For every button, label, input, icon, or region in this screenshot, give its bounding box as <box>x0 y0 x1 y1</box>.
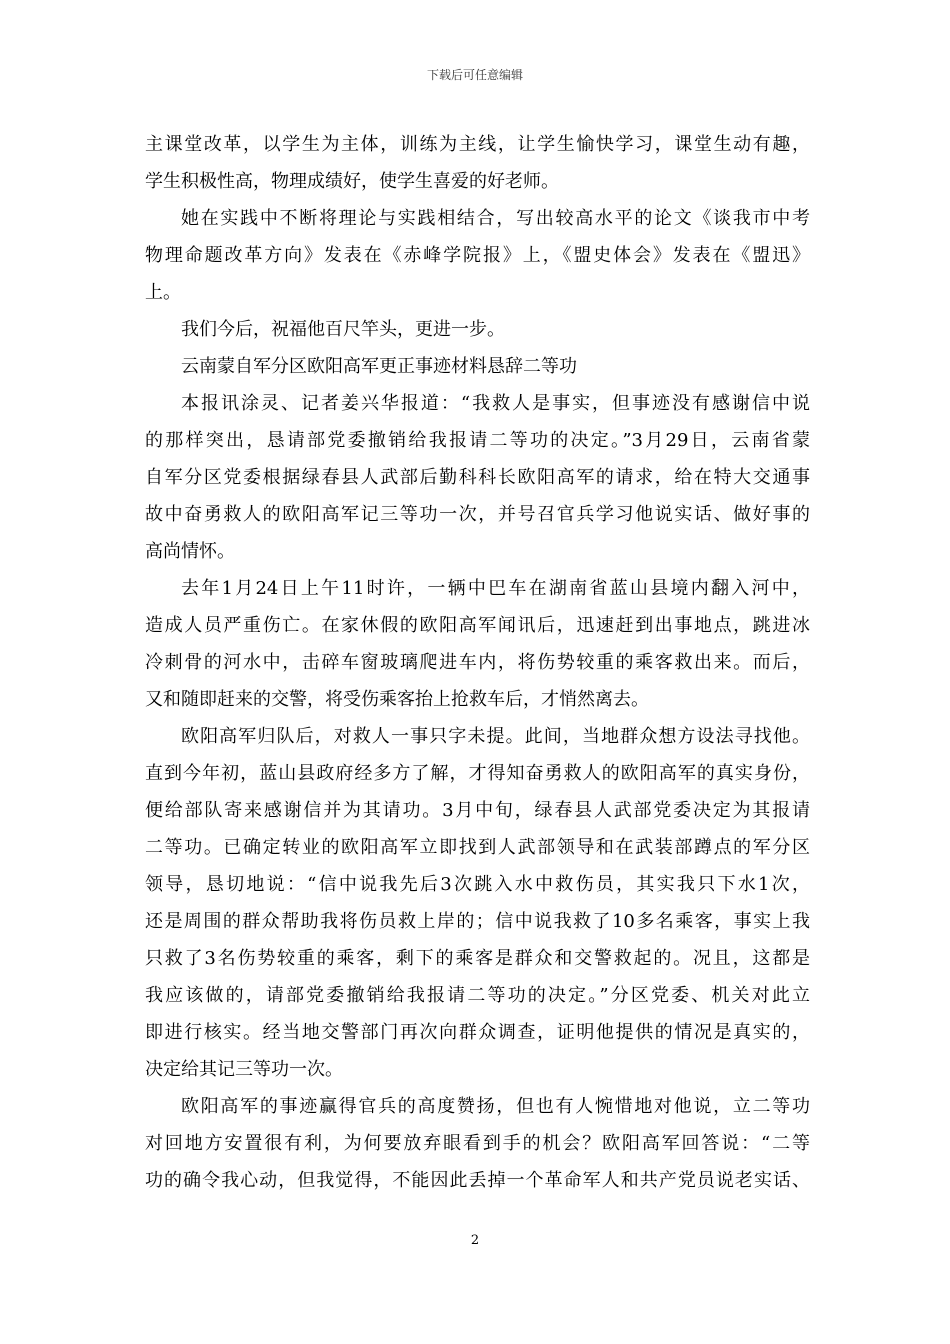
body-text <box>145 126 810 1199</box>
text-line: 云南蒙自军分区欧阳高军更正事迹材料恳辞二等功 <box>181 356 577 377</box>
text-line: 欧阳高军的事迹赢得官兵的高度赞扬，但也有人惋惜地对他说，立二等功 <box>181 1096 810 1117</box>
text-line: 还是周围的群众帮助我将伤员救上岸的；信中说我救了10多名乘客，事实上我 <box>145 911 810 932</box>
text-line: 领导，恳切地说：“信中说我先后3次跳入水中救伤员，其实我只下水1次， <box>145 874 810 895</box>
text-line: 即进行核实。经当地交警部门再次向群众调查，证明他提供的情况是真实的， <box>145 1022 810 1043</box>
text-line: 物理命题改革方向》发表在《赤峰学院报》上，《盟史体会》发表在《盟迅》 <box>145 245 810 266</box>
text-line: 二等功。已确定转业的欧阳高军立即找到人武部领导和在武装部蹲点的军分区 <box>145 837 810 858</box>
text-line: 的那样突出，恳请部党委撤销给我报请二等功的决定。”3月29日，云南省蒙 <box>145 430 810 451</box>
text-line: 去年1月24日上午11时许，一辆中巴车在湖南省蓝山县境内翻入河中， <box>181 578 810 599</box>
text-line: 学生积极性高，物理成绩好，使学生喜爱的好老师。 <box>145 171 559 192</box>
text-line: 自军分区党委根据绿春县人武部后勤科科长欧阳高军的请求，给在特大交通事 <box>145 467 810 488</box>
text-line: 便给部队寄来感谢信并为其请功。3月中旬，绿春县人武部党委决定为其报请 <box>145 800 810 821</box>
text-line: 对回地方安置很有利，为何要放弃眼看到手的机会？欧阳高军回答说：“二等 <box>145 1133 810 1154</box>
text-line: 又和随即赶来的交警，将受伤乘客抬上抢救车后，才悄然离去。 <box>145 689 649 710</box>
text-line: 高尚情怀。 <box>145 541 235 562</box>
text-line: 造成人员严重伤亡。在家休假的欧阳高军闻讯后，迅速赶到出事地点，跳进冰 <box>145 615 810 636</box>
text-line: 欧阳高军归队后，对救人一事只字未提。此间，当地群众想方设法寻找他。 <box>181 726 810 747</box>
text-line: 直到今年初，蓝山县政府经多方了解，才得知奋勇救人的欧阳高军的真实身份， <box>145 763 810 784</box>
text-line: 主课堂改革，以学生为主体，训练为主线，让学生愉快学习，课堂生动有趣， <box>145 134 810 155</box>
text-line: 上。 <box>145 282 181 303</box>
text-line: 我们今后，祝福他百尺竿头，更进一步。 <box>181 319 505 340</box>
text-line: 本报讯涂灵、记者姜兴华报道：“我救人是事实，但事迹没有感谢信中说 <box>181 393 810 414</box>
text-line: 功的确令我心动，但我觉得，不能因此丢掉一个革命军人和共产党员说老实话、 <box>145 1170 810 1191</box>
page-number: 2 <box>470 1233 480 1248</box>
page-header: 下载后可任意编辑 <box>426 68 523 82</box>
text-line: 决定给其记三等功一次。 <box>145 1059 343 1080</box>
text-line: 她在实践中不断将理论与实践相结合，写出较高水平的论文《谈我市中考 <box>181 208 810 229</box>
text-line: 故中奋勇救人的欧阳高军记三等功一次，并号召官兵学习他说实话、做好事的 <box>145 504 810 525</box>
text-line: 我应该做的，请部党委撤销给我报请二等功的决定。”分区党委、机关对此立 <box>145 985 810 1006</box>
text-line: 只救了3名伤势较重的乘客，剩下的乘客是群众和交警救起的。况且，这都是 <box>145 948 810 969</box>
text-line: 冷刺骨的河水中，击碎车窗玻璃爬进车内，将伤势较重的乘客救出来。而后， <box>145 652 810 673</box>
